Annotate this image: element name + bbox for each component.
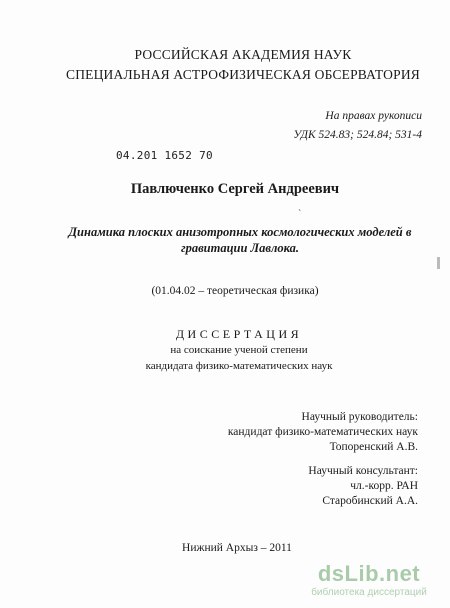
watermark-subtitle: библиотека диссертаций	[311, 587, 427, 598]
stray-mark: `	[298, 209, 302, 220]
consultant-name: Старобинский А.А.	[322, 495, 418, 507]
manuscript-rights: На правах рукописи	[325, 110, 422, 122]
library-stamp-number: 04.201 1652 70	[116, 149, 213, 162]
udk-code: УДК 524.83; 524.84; 531-4	[293, 129, 422, 141]
degree-line-2: кандидата физико-математических наук	[145, 360, 333, 372]
supervisor-role: Научный руководитель:	[301, 411, 418, 423]
specialty-code: (01.04.02 – теоретическая физика)	[151, 285, 319, 297]
supervisor-degree: кандидат физико-математических наук	[227, 426, 418, 438]
watermark-logo[interactable]: dsLib.net	[317, 561, 421, 586]
supervisor-name: Топоренский А.В.	[329, 441, 418, 453]
margin-mark	[437, 257, 440, 269]
author-name: Павлюченко Сергей Андреевич	[130, 181, 340, 197]
dissertation-title-line-1: Динамика плоских анизотропных космологических моделей в	[68, 225, 412, 239]
watermark[interactable]	[294, 562, 444, 599]
consultant-role: Научный консультант:	[308, 465, 418, 477]
dissertation-heading: ДИССЕРТАЦИЯ	[175, 327, 303, 341]
dissertation-title-line-2: гравитации Лавлока.	[180, 241, 300, 255]
degree-line-1: на соискание ученой степени	[170, 344, 308, 356]
organization-line-2: СПЕЦИАЛЬНАЯ АСТРОФИЗИЧЕСКАЯ ОБСЕРВАТОРИЯ	[66, 67, 420, 82]
organization-line-1: РОССИЙСКАЯ АКАДЕМИЯ НАУК	[134, 47, 352, 62]
city-year: Нижний Архыз – 2011	[182, 542, 292, 554]
consultant-degree: чл.-корр. РАН	[350, 480, 418, 492]
